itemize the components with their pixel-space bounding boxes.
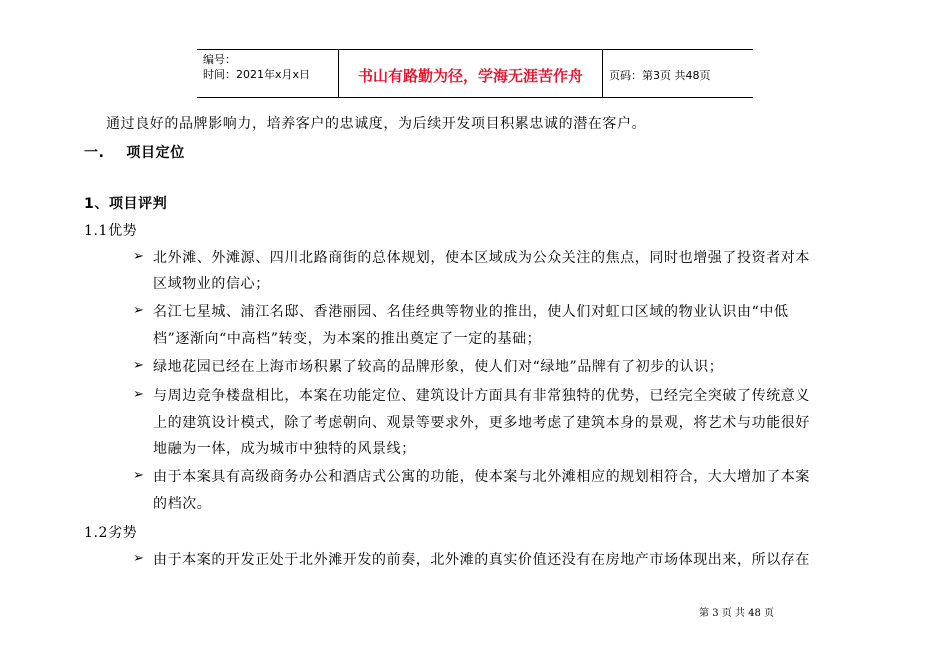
intro-paragraph: 通过良好的品牌影响力，培养客户的忠诚度，为后续开发项目积累忠诚的潜在客户。: [106, 116, 647, 132]
time-label: 时间：2021年x月x日: [203, 68, 311, 81]
advantage-line: 绿地花园已经在上海市场积累了较高的品牌形象，使人们对“绿地”品牌有了初步的认识；: [153, 359, 724, 375]
disadvantages-title: 1.2劣势: [84, 525, 138, 541]
footer-page-number: 第 3 页 共 48 页: [699, 608, 774, 619]
arrow-bullet-icon: ➢: [133, 249, 144, 264]
arrow-bullet-icon: ➢: [133, 387, 144, 402]
header-meta-cell: [197, 50, 339, 97]
advantage-line: 上的建筑设计模式，除了考虑朝向、观景等要求外，更多地考虑了建筑本身的景观，将艺术与功能很好: [153, 415, 810, 431]
page-label: 页码：第3页 共48页: [609, 69, 711, 82]
advantage-line: 区域物业的信心；: [153, 276, 270, 292]
arrow-bullet-icon: ➢: [133, 468, 144, 483]
arrow-bullet-icon: ➢: [133, 358, 144, 373]
motto-text: 书山有路勤为径，学海无涯苦作舟: [357, 67, 583, 85]
advantage-line: 与周边竞争楼盘相比，本案在功能定位、建筑设计方面具有非常独特的优势，已经完全突破了传统意义: [153, 388, 810, 404]
arrow-bullet-icon: ➢: [133, 551, 144, 566]
advantage-line: 档”逐渐向“中高档”转变，为本案的推出奠定了一定的基础；: [153, 331, 542, 347]
header-table: [197, 49, 753, 98]
page-number-cell: [603, 50, 753, 97]
subsection-title: 1、项目评判: [84, 196, 168, 212]
number-label: 编号：: [203, 53, 236, 66]
advantage-line: 地融为一体，成为城市中独特的风景线；: [153, 441, 416, 457]
disadvantage-line: 由于本案的开发正处于北外滩开发的前奏，北外滩的真实价值还没有在房地产市场体现出来，所以存在: [153, 552, 810, 568]
advantage-line: 名江七星城、浦江名邸、香港丽园、名佳经典等物业的推出，使人们对虹口区域的物业认识由“中低: [153, 304, 789, 320]
arrow-bullet-icon: ➢: [133, 303, 144, 318]
section-title: 一. 项目定位: [84, 145, 185, 161]
advantage-line: 由于本案具有高级商务办公和酒店式公寓的功能，使本案与北外滩相应的规划相符合，大大增加了本案: [153, 469, 810, 485]
motto-cell: [339, 50, 603, 97]
advantage-line: 北外滩、外滩源、四川北路商街的总体规划，使本区域成为公众关注的焦点，同时也增强了投资者对本: [153, 250, 810, 266]
advantage-line: 的档次。: [153, 496, 212, 512]
advantages-title: 1.1优势: [84, 223, 138, 239]
